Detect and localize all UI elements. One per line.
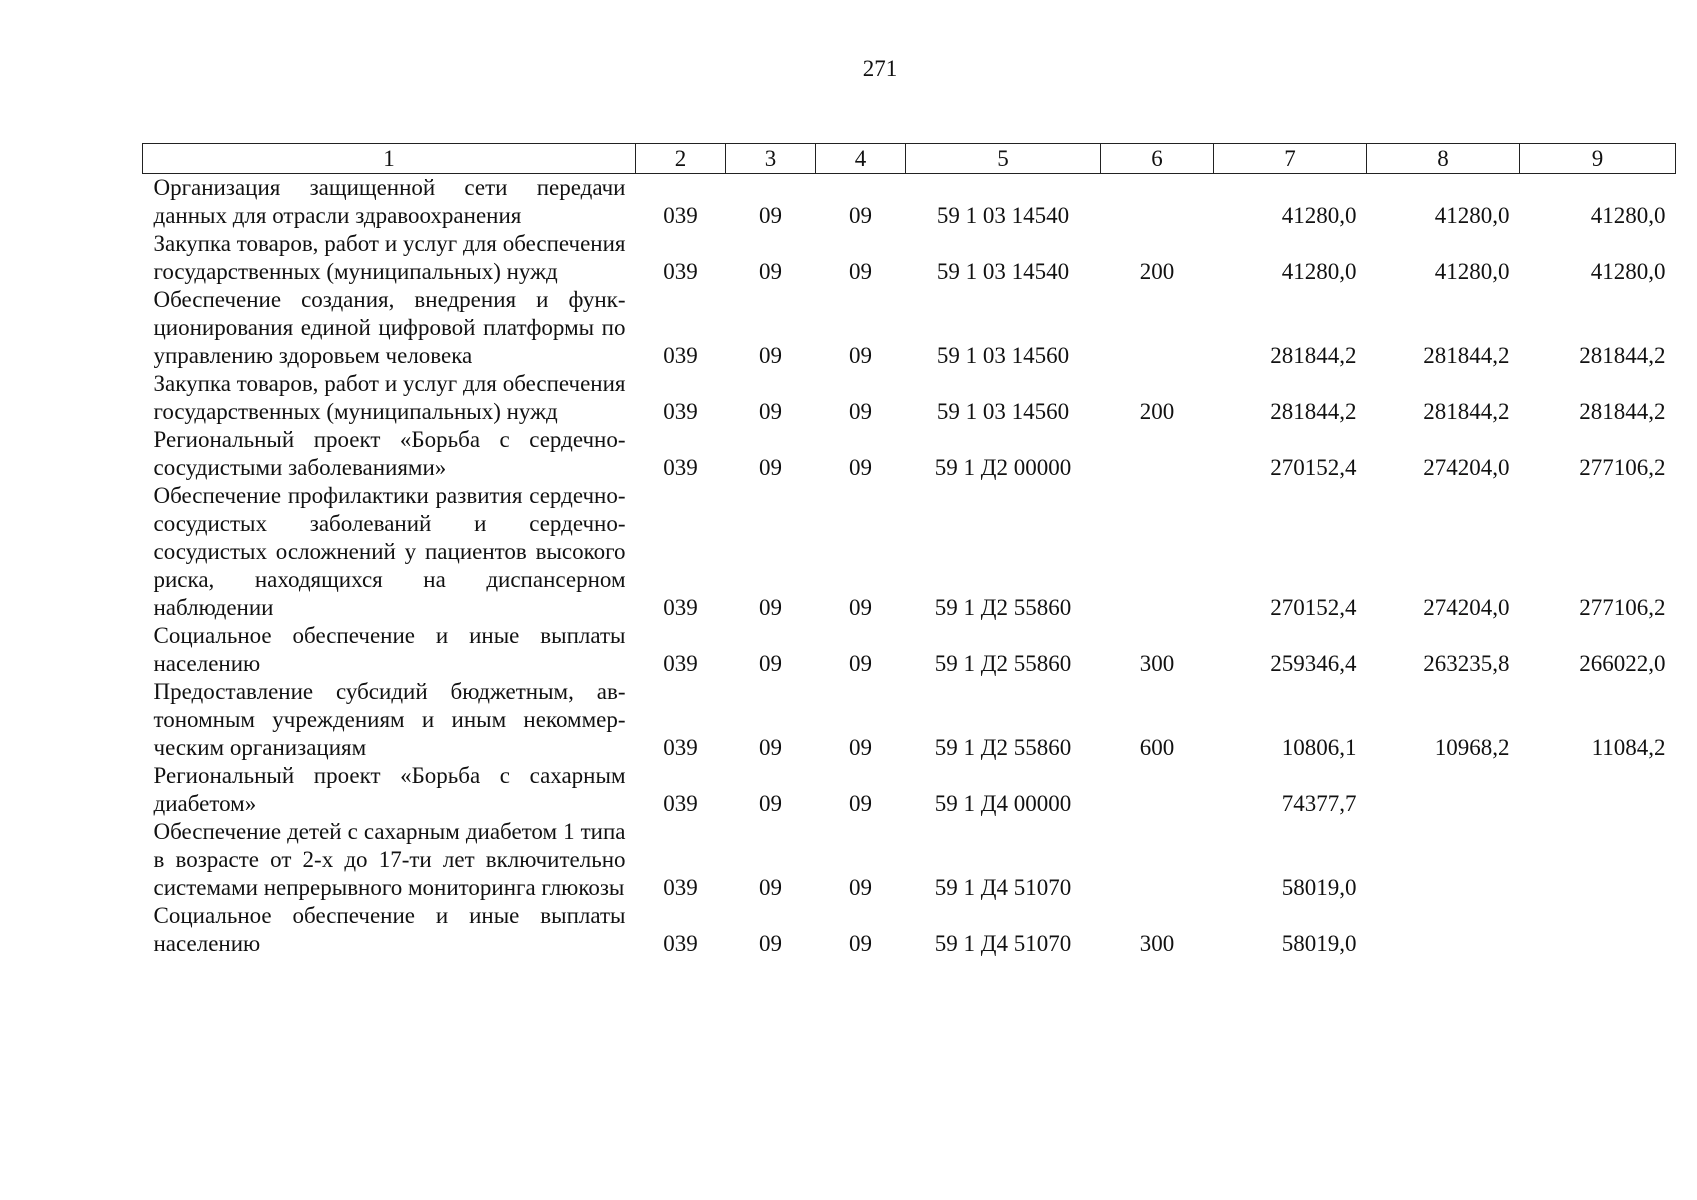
cell-col-3: 09 [759,455,782,480]
cell-col-3: 09 [759,651,782,676]
cell-col-4: 09 [849,735,872,760]
column-header-8: 8 [1367,144,1520,174]
cell-col-2: 039 [663,735,698,760]
cell-col-4: 09 [849,455,872,480]
cell-col-5: 59 1 03 14540 [936,259,1070,284]
column-header-9: 9 [1520,144,1676,174]
table-row [143,678,1676,762]
cell-col-2: 039 [663,399,698,424]
cell-col-4: 09 [849,595,872,620]
row-name: Региональный проект «Борьба с сердечно-сосудистыми заболеваниями» [153,427,626,480]
cell-col-2: 039 [663,203,698,228]
row-name: Закупка товаров, работ и услуг для обеспечения государственных (муниципальных) нужд [153,231,626,284]
cell-col-9: 11084,2 [1591,735,1666,760]
row-name: Организация защищенной сети передачи данных для отрасли здравоохранения [153,175,626,228]
cell-col-6 [1101,286,1214,370]
cell-col-8: 274204,0 [1423,595,1510,620]
cell-col-9: 281844,2 [1579,399,1666,424]
cell-col-9 [1520,762,1676,818]
row-name: Закупка товаров, работ и услуг для обеспечения государственных (муниципальных) нужд [153,371,626,424]
cell-col-4: 09 [849,399,872,424]
cell-col-6 [1101,818,1214,902]
cell-col-5: 59 1 Д2 55860 [934,595,1072,620]
cell-col-3: 09 [759,875,782,900]
cell-col-8 [1367,902,1520,958]
cell-col-8: 41280,0 [1434,259,1510,284]
cell-col-7: 270152,4 [1270,595,1357,620]
cell-col-6 [1101,482,1214,622]
cell-col-6: 200 [1139,399,1175,424]
cell-col-9: 41280,0 [1590,259,1666,284]
table-row [143,482,1676,622]
table-row [143,286,1676,370]
table-row [143,762,1676,818]
cell-col-3: 09 [759,931,782,956]
cell-col-3: 09 [759,791,782,816]
cell-col-5: 59 1 Д4 00000 [934,791,1072,816]
cell-col-5: 59 1 03 14560 [936,343,1070,368]
cell-col-6: 300 [1139,931,1175,956]
row-name: Обеспечение профилактики развития сердечно-сосудистых заболеваний и сердечно-сосудистых осложнений у пациентов высокого риска, находящихся на диспансерном наблюдении [153,483,626,620]
cell-col-8 [1367,818,1520,902]
table-body [143,174,1676,959]
table-row [143,174,1676,231]
cell-col-5: 59 1 03 14560 [936,399,1070,424]
cell-col-5: 59 1 Д4 51070 [934,875,1072,900]
cell-col-9: 277106,2 [1579,595,1666,620]
cell-col-9: 41280,0 [1590,203,1666,228]
cell-col-5: 59 1 Д4 51070 [934,931,1072,956]
cell-col-9: 266022,0 [1579,651,1666,676]
column-header-3: 3 [726,144,816,174]
row-name: Региональный проект «Борьба с сахарным диабетом» [153,763,626,816]
column-header-4: 4 [816,144,906,174]
cell-col-8: 281844,2 [1423,399,1510,424]
cell-col-3: 09 [759,203,782,228]
cell-col-7: 41280,0 [1281,259,1357,284]
cell-col-3: 09 [759,259,782,284]
cell-col-6 [1101,174,1214,231]
cell-col-7: 270152,4 [1270,455,1357,480]
cell-col-4: 09 [849,203,872,228]
column-header-2: 2 [636,144,726,174]
cell-col-6 [1101,762,1214,818]
cell-col-9: 277106,2 [1579,455,1666,480]
header-row [143,144,1676,174]
table-row [143,622,1676,678]
cell-col-7: 281844,2 [1270,343,1357,368]
cell-col-5: 59 1 Д2 00000 [934,455,1072,480]
cell-col-2: 039 [663,343,698,368]
cell-col-6: 600 [1139,735,1175,760]
cell-col-7: 10806,1 [1281,735,1357,760]
row-name: Социальное обеспечение и иные выплаты населению [153,623,626,676]
budget-table [142,143,1676,958]
cell-col-2: 039 [663,875,698,900]
cell-col-3: 09 [759,735,782,760]
cell-col-4: 09 [849,931,872,956]
table-row [143,230,1676,286]
cell-col-8: 41280,0 [1434,203,1510,228]
cell-col-3: 09 [759,595,782,620]
row-name: Обеспечение детей с сахарным диабетом 1 типа в возрасте от 2-х до 17-ти лет включительно системами непрерывного мониторинга глюкозы [153,819,626,900]
cell-col-4: 09 [849,651,872,676]
row-name: Социальное обеспечение и иные выплаты населению [153,903,626,956]
cell-col-2: 039 [663,259,698,284]
column-header-5: 5 [906,144,1101,174]
row-name: Предоставление субсидий бюджетным, автономным учреждениям и иным некоммерческим организациям [153,679,626,760]
cell-col-4: 09 [849,791,872,816]
cell-col-2: 039 [663,931,698,956]
cell-col-8: 10968,2 [1434,735,1510,760]
cell-col-4: 09 [849,875,872,900]
cell-col-6: 200 [1139,259,1175,284]
cell-col-7: 41280,0 [1281,203,1357,228]
cell-col-8 [1367,762,1520,818]
cell-col-9 [1520,902,1676,958]
table-row [143,818,1676,902]
cell-col-9 [1520,818,1676,902]
cell-col-6 [1101,426,1214,482]
cell-col-8: 281844,2 [1423,343,1510,368]
cell-col-4: 09 [849,259,872,284]
cell-col-5: 59 1 Д2 55860 [934,735,1072,760]
cell-col-7: 58019,0 [1281,875,1357,900]
column-header-1: 1 [143,144,636,174]
cell-col-2: 039 [663,595,698,620]
cell-col-7: 281844,2 [1270,399,1357,424]
cell-col-3: 09 [759,399,782,424]
cell-col-7: 58019,0 [1281,931,1357,956]
cell-col-2: 039 [663,791,698,816]
table-header [143,144,1676,174]
cell-col-9: 281844,2 [1579,343,1666,368]
row-name: Обеспечение создания, внедрения и функционирования единой цифровой платформы по управлению здоровьем человека [153,287,626,368]
cell-col-4: 09 [849,343,872,368]
cell-col-3: 09 [759,343,782,368]
cell-col-5: 59 1 03 14540 [936,203,1070,228]
table-row [143,370,1676,426]
cell-col-2: 039 [663,455,698,480]
cell-col-5: 59 1 Д2 55860 [934,651,1072,676]
cell-col-7: 259346,4 [1270,651,1357,676]
cell-col-7: 74377,7 [1281,791,1357,816]
cell-col-6: 300 [1139,651,1175,676]
column-header-6: 6 [1101,144,1214,174]
cell-col-8: 274204,0 [1423,455,1510,480]
page-number: 271 [862,56,898,81]
cell-col-8: 263235,8 [1423,651,1510,676]
cell-col-2: 039 [663,651,698,676]
column-header-7: 7 [1214,144,1367,174]
table-row [143,426,1676,482]
table-row [143,902,1676,958]
